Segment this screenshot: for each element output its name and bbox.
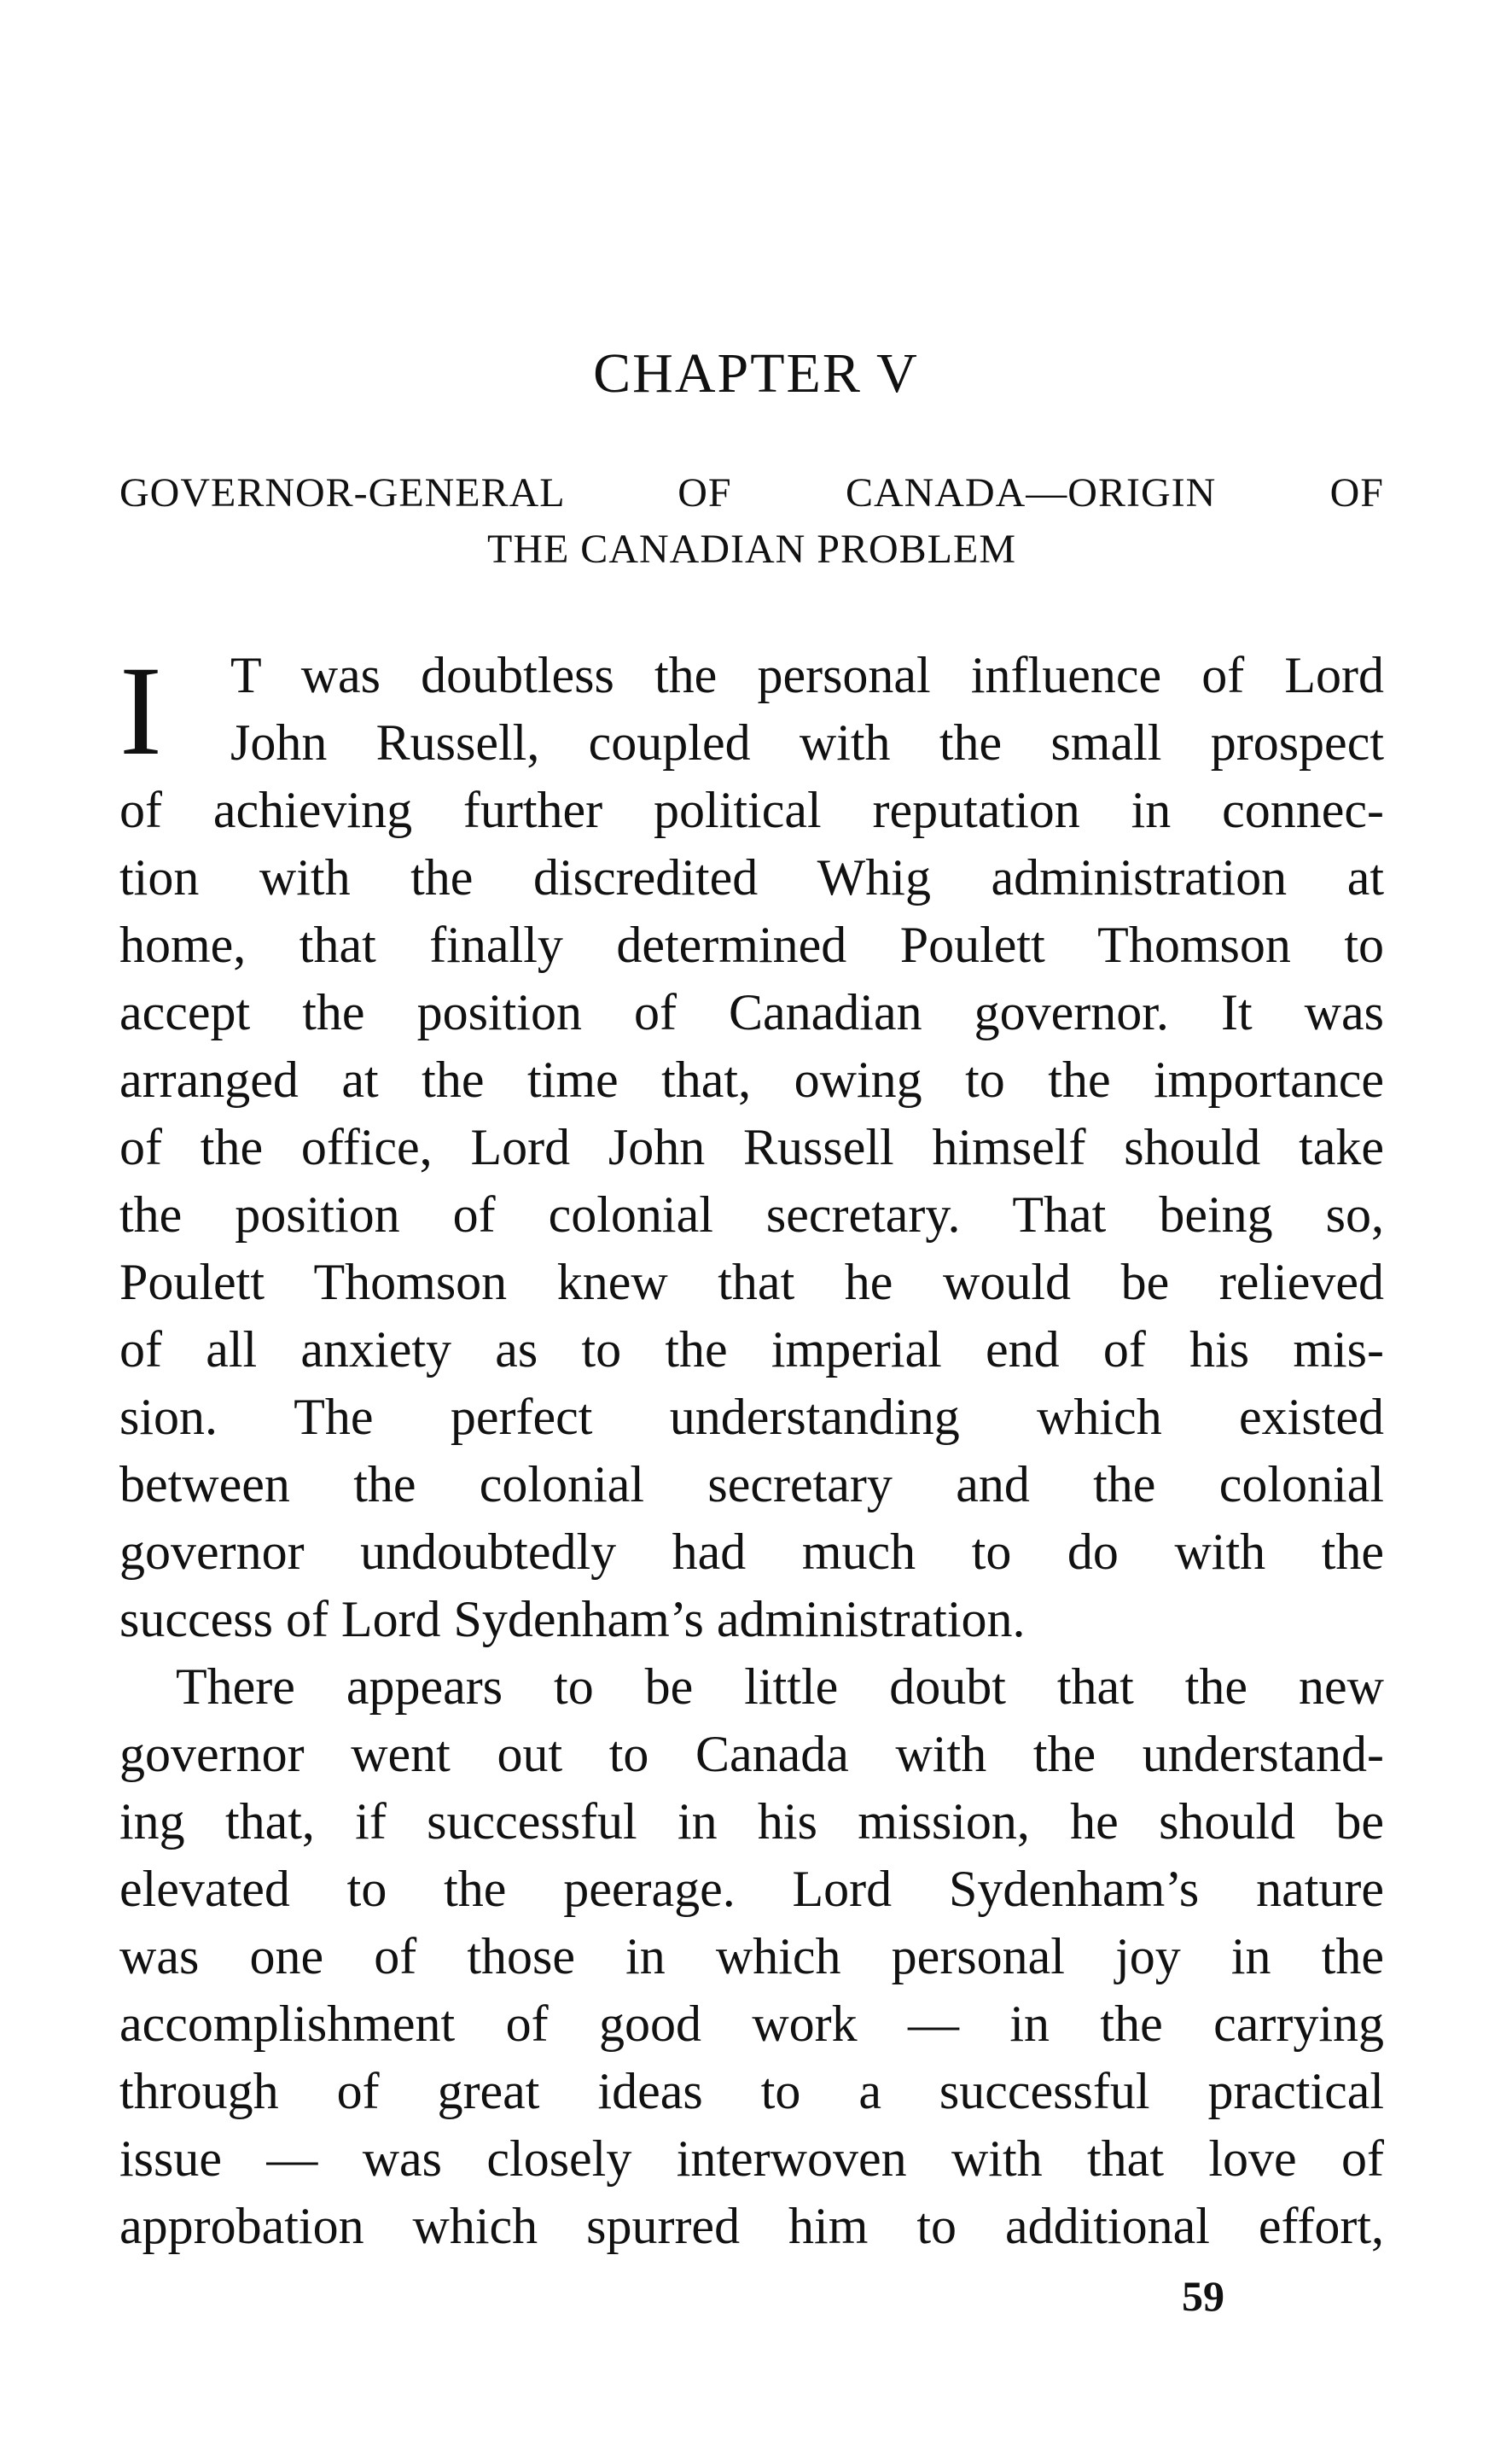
text-line: the position of colonial secretary. That being so, [119,1186,1384,1243]
chapter-subtitle [119,465,1384,578]
text-line: sion. The perfect understanding which existed [119,1389,1384,1445]
text-line: was one of those in which personal joy in the [119,1928,1384,1984]
text-line: issue — was closely interwoven with that love of [119,2130,1384,2187]
page-number: 59 [1182,2272,1224,2320]
text-line: accomplishment of good work — in the carrying [119,1996,1384,2052]
text-line: T was doubtless the personal influence of Lord [230,647,1384,703]
text-line: governor undoubtedly had much to do with the [119,1524,1384,1580]
text-line: There appears to be little doubt that the new [176,1658,1384,1715]
text-line: of the office, Lord John Russell himself should take [119,1119,1384,1175]
text-line: ing that, if successful in his mission, he should be [119,1793,1384,1850]
text-line: success of Lord Sydenham’s administration. [119,1591,1026,1647]
text-line: accept the position of Canadian governor. It was [119,984,1384,1040]
chapter-subtitle-line: GOVERNOR-GENERAL OF CANADA—ORIGIN OF [119,470,1384,516]
text-line: governor went out to Canada with the understand- [119,1726,1384,1782]
body-text [119,642,1384,2260]
text-line: through of great ideas to a successful practical [119,2063,1384,2119]
text-line: home, that finally determined Poulett Thomson to [119,917,1384,973]
text-line: tion with the discredited Whig administration at [119,849,1384,906]
text-line: approbation which spurred him to additional effort, [119,2198,1384,2254]
drop-cap: I [119,640,162,782]
text-line: of all anxiety as to the imperial end of his mis- [119,1321,1384,1378]
text-line: Poulett Thomson knew that he would be relieved [119,1254,1384,1310]
chapter-heading: CHAPTER V [593,342,919,405]
text-line: elevated to the peerage. Lord Sydenham’s nature [119,1861,1384,1917]
text-line: John Russell, coupled with the small prospect [230,714,1384,771]
text-line: of achieving further political reputation in connec- [119,782,1384,838]
chapter-subtitle-line: THE CANADIAN PROBLEM [487,527,1016,572]
text-line: between the colonial secretary and the colonial [119,1456,1384,1512]
text-line: arranged at the time that, owing to the importance [119,1052,1384,1108]
